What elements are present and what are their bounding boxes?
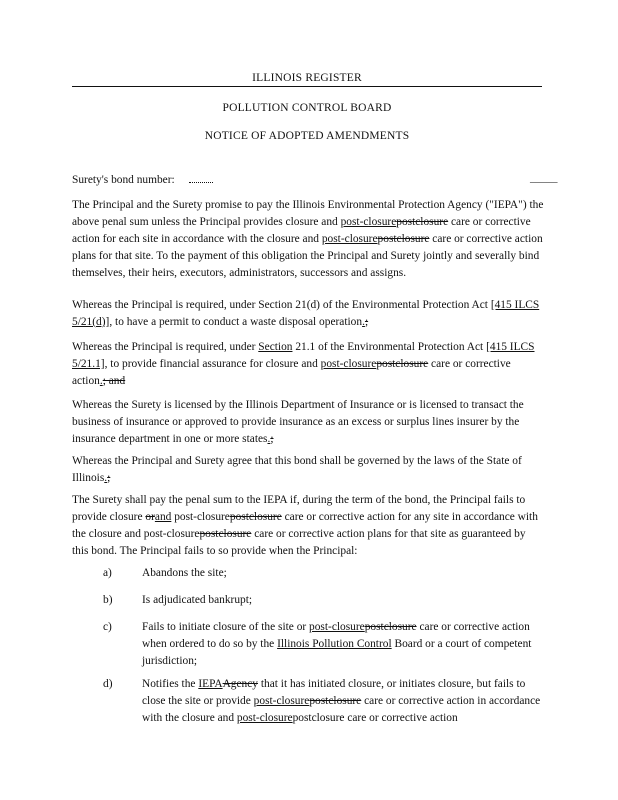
item-a-text: Abandons the site;: [142, 567, 227, 579]
item-c-text: Fails to initiate closure of the site or post-closurepostclosure care or corrective action when ordered to do so by the Illinois Pollution Control Board or a court of competent jurisdiction;: [142, 621, 532, 667]
item-d-text: Notifies the IEPAAgency that it has initiated closure, or initiates closure, but fails to close the site or provide post-closurepostclosure care or corrective action in accordance with the closure and post-closurepostclosure care or corrective action: [142, 678, 541, 724]
header-rule: [72, 86, 542, 87]
item-c-letter: c): [103, 621, 112, 633]
surety-bond-line: [72, 172, 544, 189]
paragraph-whereas-laws: Whereas the Principal and Surety agree that this bond shall be governed by the laws of the State of Illinois.;: [72, 455, 522, 484]
item-d-letter: d): [103, 678, 113, 690]
surety-bond-label: Surety's bond number:: [72, 174, 175, 186]
bond-number-end-mark: _____: [530, 172, 558, 184]
paragraph-surety-shall-pay: The Surety shall pay the penal sum to the IEPA if, during the term of the bond, the Principal fails to provide closure orand post-closurepostclosure care or corrective action for any site in accordance with the closure and post-closurepostclosure care or corrective action plans for that site as guaranteed by this bond. The Principal fails to so provide when the Principal:: [72, 494, 538, 557]
bond-number-blank: [189, 173, 213, 183]
item-b-text: Is adjudicated bankrupt;: [142, 594, 253, 606]
board-header: POLLUTION CONTROL BOARD: [222, 102, 392, 114]
paragraph-promise: The Principal and the Surety promise to pay the Illinois Environmental Protection Agency ("IEPA") the above penal sum unless the Principal provides closure and post-closurepostclosure care or corrective action for each site in accordance with the closure and post-closurepostclosure care or corrective action plans for that site. To the payment of this obligation the Principal and Surety jointly and severally bind themselves, their heirs, executors, administrators, successors and assigns.: [72, 199, 544, 279]
item-a-letter: a): [103, 567, 112, 579]
paragraph-whereas-financial: Whereas the Principal is required, under Section 21.1 of the Environmental Protection Act [415 ILCS 5/21.1], to provide financial assurance for closure and post-closurepostclosure care or corrective action.; and: [72, 341, 535, 387]
register-header: ILLINOIS REGISTER: [252, 72, 362, 84]
notice-header: NOTICE OF ADOPTED AMENDMENTS: [204, 130, 410, 142]
paragraph-whereas-surety: Whereas the Surety is licensed by the Illinois Department of Insurance or is licensed to transact the business of insurance or approved to provide insurance as an excess or surplus lines insurer by the insurance department in one or more states.;: [72, 399, 524, 445]
item-b-letter: b): [103, 594, 113, 606]
paragraph-whereas-permit: Whereas the Principal is required, under Section 21(d) of the Environmental Protection Act [415 ILCS 5/21(d)], to have a permit to conduct a waste disposal operation.;: [72, 299, 540, 328]
